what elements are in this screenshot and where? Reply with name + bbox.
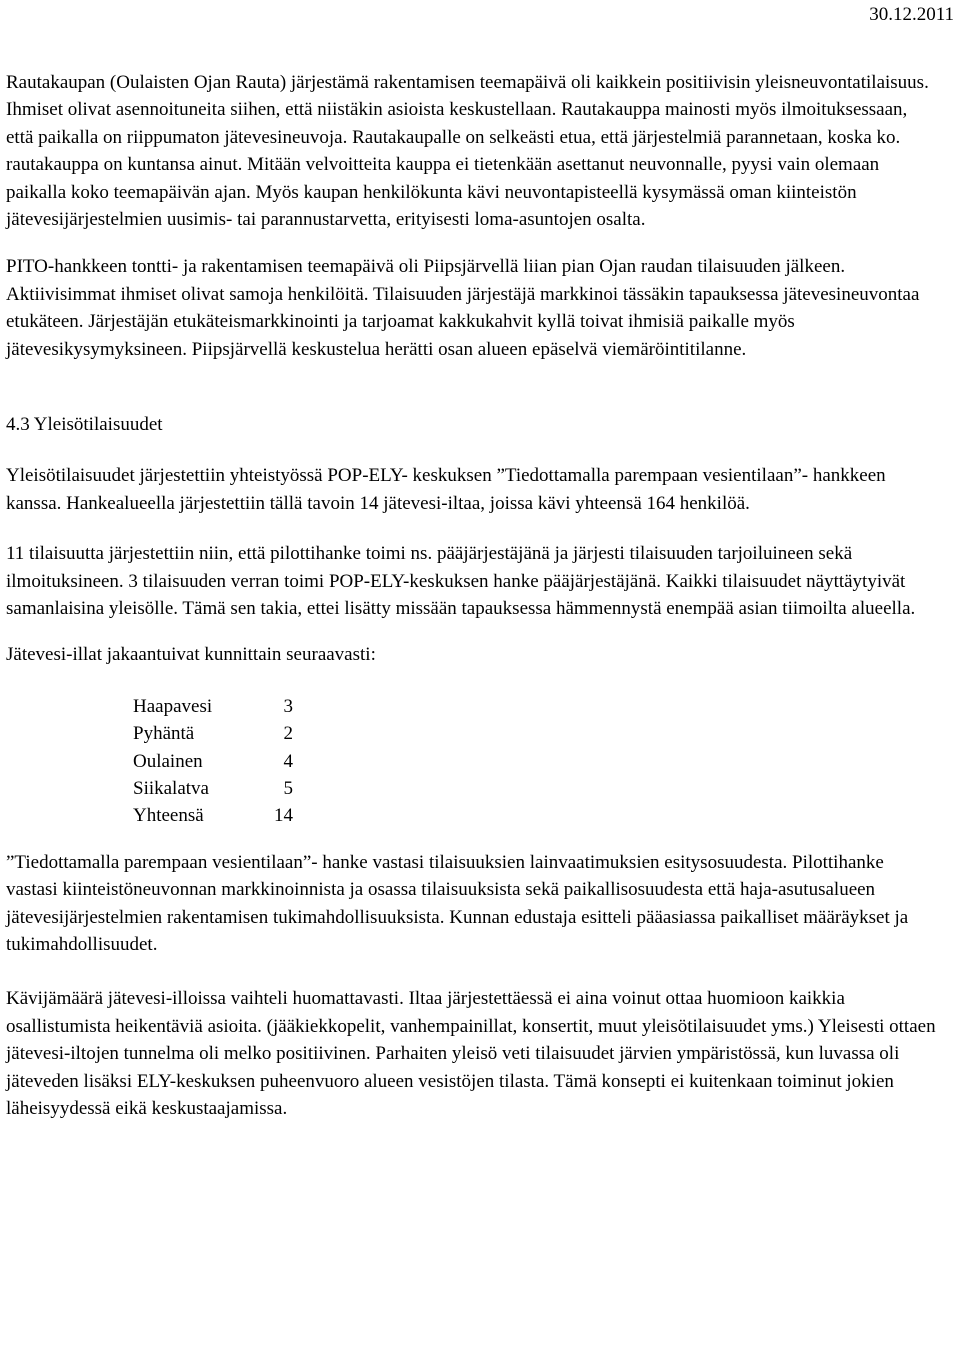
municipality-count: 4 [283,750,293,772]
municipality-count: 2 [283,723,293,745]
paragraph-tiedottamalla: ”Tiedottamalla parempaan vesientilaan”- hanke vastasi tilaisuuksien lainvaatimuksien esitysosuudesta. Pilottihanke vastasi kiinteistöneuvonnan markkinoinnista ja osassa tilaisuuksista sekä paikallisosuudesta että haja-asutusalueen jätevesijärjestelmien rakentamisen tukimahdollisuuksista. Kunnan edustaja esitteli pääasiassa paikalliset määräykset ja tukimahdollisuudet. [6,851,909,956]
list-item [133,802,293,829]
municipality-list [133,693,293,830]
municipality-name: Haapavesi [133,695,213,717]
municipality-name: Pyhäntä [133,723,195,745]
municipality-name: Siikalatva [133,778,209,800]
paragraph-pito-hanke: PITO-hankkeen tontti- ja rakentamisen teemapäivä oli Piipsjärvellä liian pian Ojan raudan tilaisuuden jälkeen. Aktiivisimmat ihmiset olivat samoja henkilöitä. Tilaisuuden järjestäjä markkinoi tässäkin tapauksessa jätevesineuvontaa etukäteen. Järjestäjän etukäteismarkkinointi ja tarjoamat kakkukahvit kyllä toivat ihmisiä paikalle myös jätevesikysymyksineen. Piipsjärvellä keskustelua herätti osan alueen epäselvä viemäröintitilanne. [6,256,920,360]
list-item [133,720,293,747]
municipality-name: Yhteensä [133,805,204,827]
municipality-count: 5 [283,778,293,800]
list-item [133,693,293,720]
paragraph-pilottihanke: 11 tilaisuutta järjestettiin niin, että pilottihanke toimi ns. pääjärjestäjänä ja järjesti tilaisuuden tarjoiluineen sekä ilmoituksineen. 3 tilaisuuden verran toimi POP-ELY-keskuksen hanke pääjärjestäjänä. Kaikki tilaisuudet näyttäytyivät samanlaisina yleisölle. Tämä sen takia, ettei lisätty missään tapauksessa hämmennystä enempää asian tiimoilta alueella. [6,543,916,620]
list-item [133,748,293,775]
paragraph-kavijamaara: Kävijämäärä jätevesi-illoissa vaihteli huomattavasti. Iltaa järjestettäessä ei aina voinut ottaa huomioon kaikkia osallistumista heikentäviä asioita. (jääkiekkopelit, vanhempainillat, konsertit, muut yleisötilaisuudet yms.) Yleisesti ottaen jätevesi-iltojen tunnelma oli melko positiivinen. Parhaiten yleisö veti tilaisuudet järvien ympäristössä, kun luvassa oli jäteveden lisäksi ELY-keskuksen puheenvuoro alueen vesistöjen tilasta. Tämä konsepti ei kuitenkaan toiminut jokien läheisyydessä eikä keskustaajamissa. [6,988,936,1120]
document-date: 30.12.2011 [869,4,954,25]
document-body [6,69,936,1123]
section-heading: 4.3 Yleisötilaisuudet [6,414,163,436]
municipality-name: Oulainen [133,750,203,772]
municipality-count: 14 [274,805,293,827]
paragraph-rautakauppa: Rautakaupan (Oulaisten Ojan Rauta) järjestämä rakentamisen teemapäivä oli kaikkein positiivisin yleisneuvontatilaisuus. Ihmiset olivat asennoituneita siihen, että niistäkin asioista keskustellaan. Rautakauppa mainosti myös ilmoituksessaan, että paikalla on riippumaton jätevesineuvoja. Rautakaupalle on selkeästi etua, että järjestelmiä parannetaan, koska ko. rautakauppa on kuntansa ainut. Mitään velvoitteita kauppa ei tietenkään asettanut neuvonnalle, pyysi vain olemaan paikalla koko teemapäivän ajan. Myös kaupan henkilökunta kävi neuvontapisteellä kysymässä oman kiinteistön jätevesijärjestelmien uusimis- tai parannustarvetta, erityisesti loma-asuntojen osalta. [6,72,929,231]
paragraph-list-intro: Jätevesi-illat jakaantuivat kunnittain seuraavasti: [6,643,376,665]
municipality-count: 3 [283,695,293,717]
list-item [133,775,293,802]
paragraph-yleisotilaisuudet: Yleisötilaisuudet järjestettiin yhteistyössä POP-ELY- keskuksen ”Tiedottamalla parempaan vesientilaan”- hankkeen kanssa. Hankealueella järjestettiin tällä tavoin 14 jätevesi-iltaa, joissa kävi yhteensä 164 henkilöä. [6,465,886,514]
